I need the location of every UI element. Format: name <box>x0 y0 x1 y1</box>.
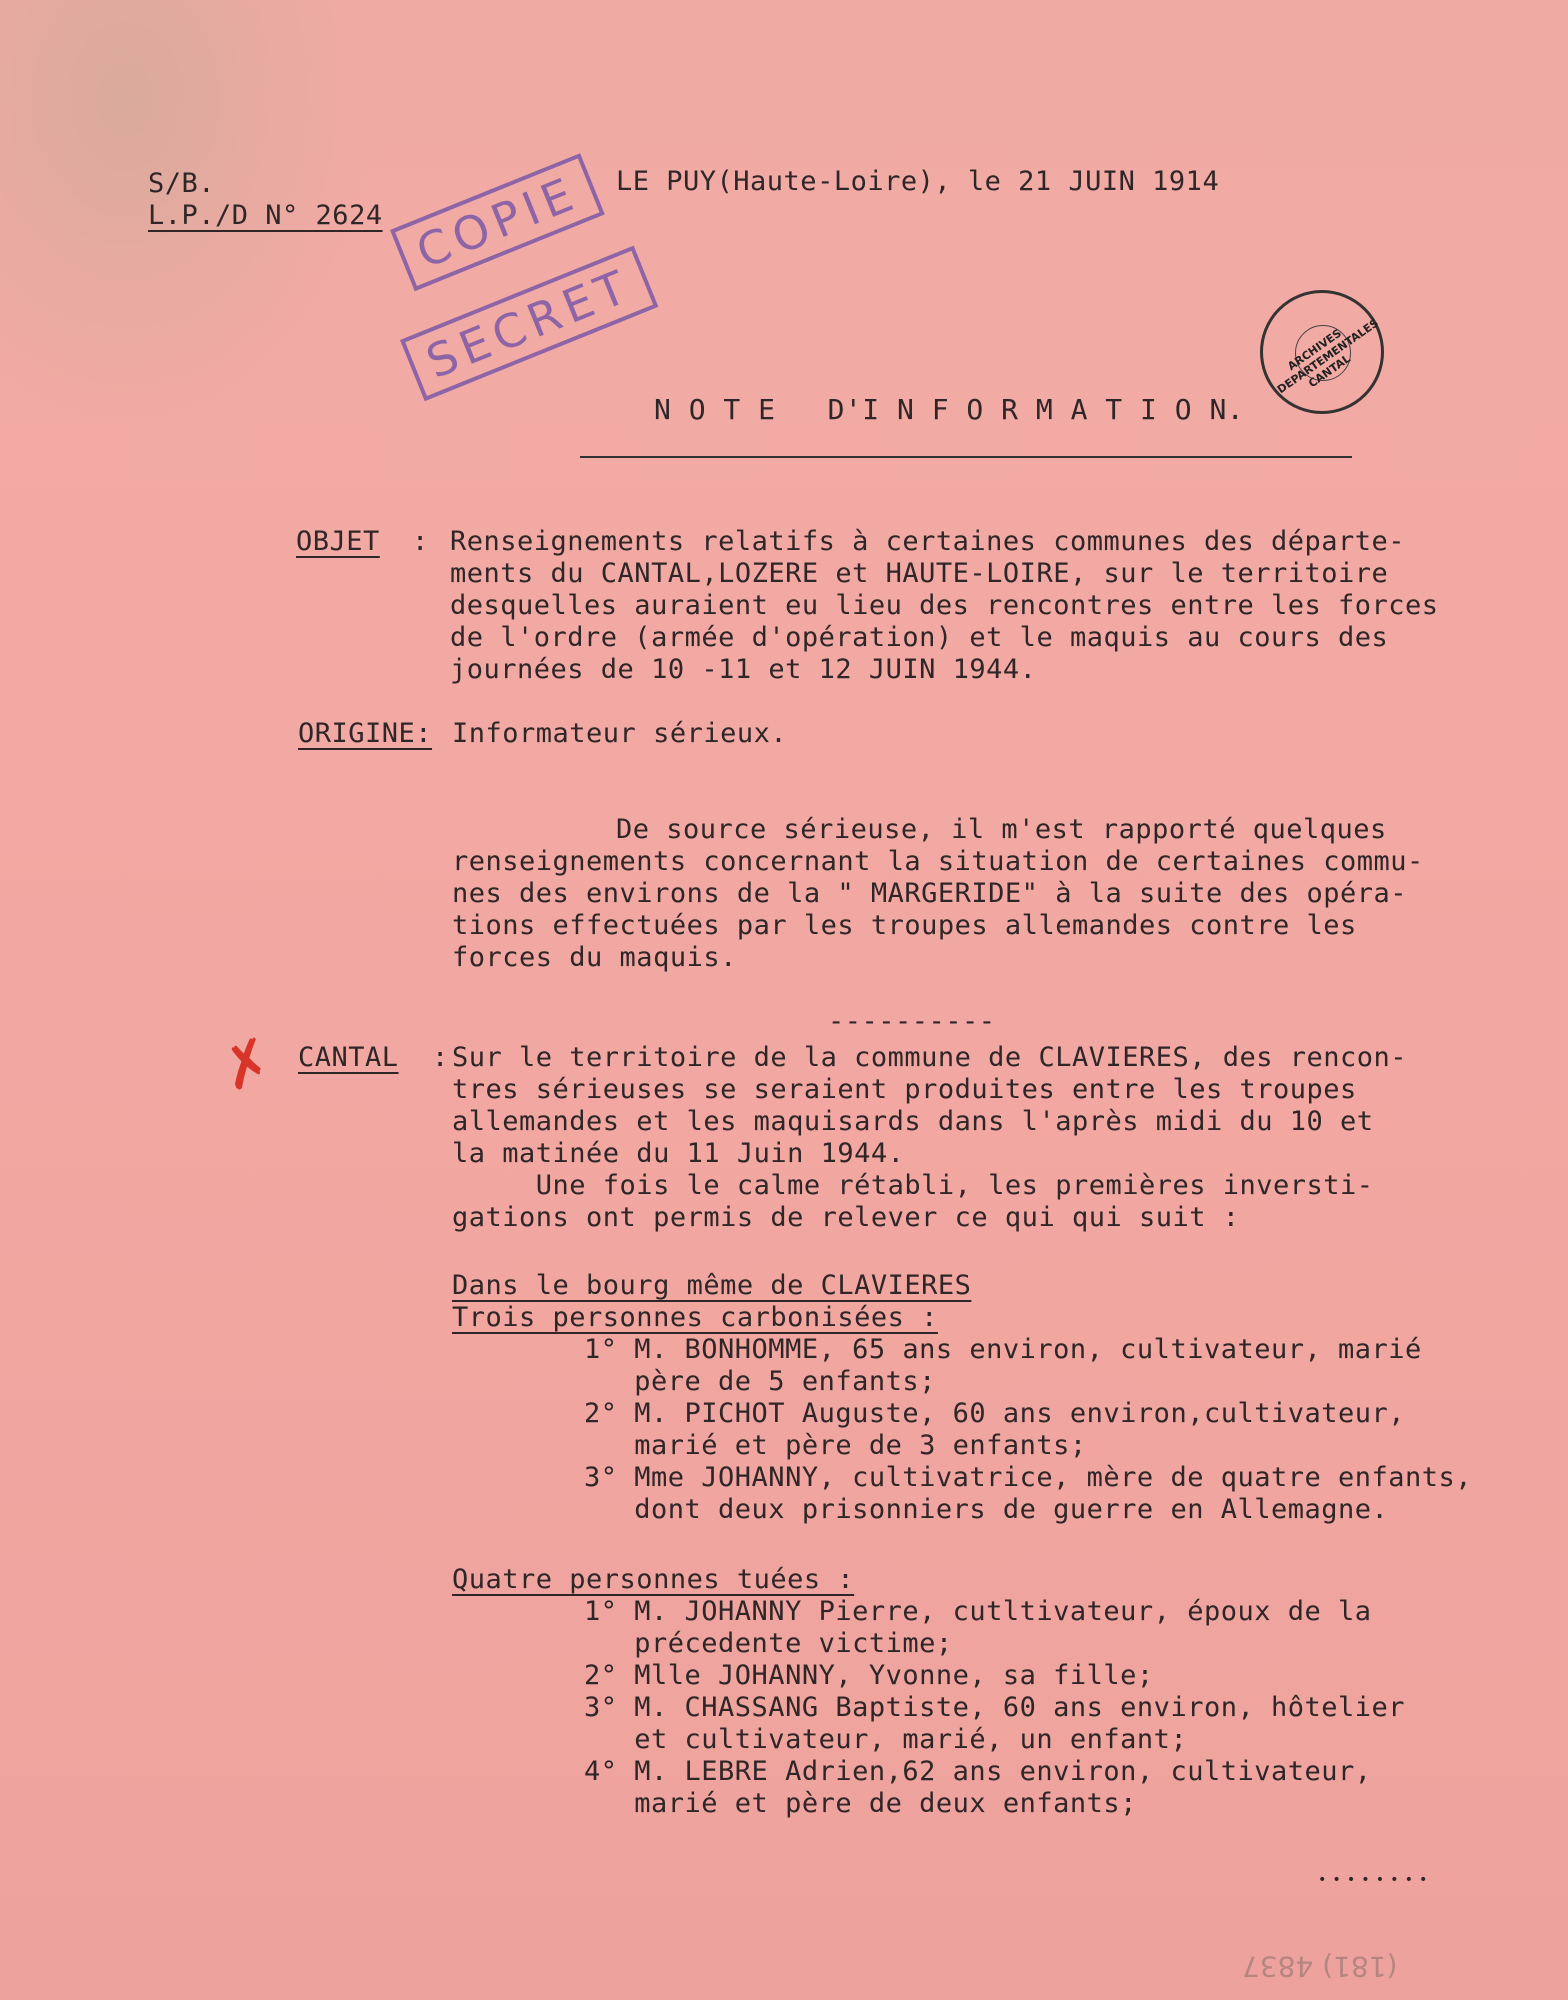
cantal-line: Sur le territoire de la commune de CLAVIERES, des rencon- <box>452 1042 1408 1073</box>
secret-stamp: SECRET <box>400 246 658 401</box>
cantal-line: gations ont permis de relever ce qui qui suit : <box>452 1202 1240 1233</box>
copie-stamp: COPIE <box>390 153 605 291</box>
origine-text: Informateur sérieux. <box>452 718 788 749</box>
cantal-label: CANTAL <box>298 1042 399 1073</box>
archive-seal <box>1260 290 1384 414</box>
objet-line: ments du CANTAL,LOZERE et HAUTE-LOIRE, sur le territoire <box>450 558 1389 589</box>
tues-item: 3° M. CHASSANG Baptiste, 60 ans environ, hôtelier <box>584 1692 1406 1723</box>
objet-line: de l'ordre (armée d'opération) et le maquis au cours des <box>450 622 1389 653</box>
bourg-subheading: Trois personnes carbonisées : <box>452 1302 938 1333</box>
red-check-mark: ✗ <box>211 1023 283 1107</box>
intro-line: renseignements concernant la situation de certaines commu- <box>452 846 1424 877</box>
objet-line: Renseignements relatifs à certaines communes des départe- <box>450 526 1406 557</box>
bourg-item: marié et père de 3 enfants; <box>584 1430 1087 1461</box>
intro-line: De source sérieuse, il m'est rapporté quelques <box>616 814 1387 845</box>
title-rule <box>580 456 1352 458</box>
seal-text: ARCHIVES DEPARTEMENTALES CANTAL <box>1274 316 1382 397</box>
bourg-item: 1° M. BONHOMME, 65 ans environ, cultivateur, marié <box>584 1334 1422 1365</box>
cantal-line: la matinée du 11 Juin 1944. <box>452 1138 905 1169</box>
tues-item: 4° M. LEBRE Adrien,62 ans environ, cultivateur, <box>584 1756 1372 1787</box>
ref-line-2: L.P./D N° 2624 <box>148 200 383 231</box>
origine-label: ORIGINE: <box>298 718 433 749</box>
intro-line: tions effectuées par les troupes allemandes contre les <box>452 910 1357 941</box>
bourg-item: dont deux prisonniers de guerre en Allemagne. <box>584 1494 1389 1525</box>
objet-sep: : <box>412 526 429 557</box>
intro-line: forces du maquis. <box>452 942 737 973</box>
tues-item: 1° M. JOHANNY Pierre, cutltivateur, époux de la <box>584 1596 1372 1627</box>
tues-item: 2° Mlle JOHANNY, Yvonne, sa fille; <box>584 1660 1154 1691</box>
objet-line: desquelles auraient eu lieu des rencontres entre les forces <box>450 590 1439 621</box>
objet-line: journées de 10 -11 et 12 JUIN 1944. <box>450 654 1037 685</box>
tues-heading: Quatre personnes tuées : <box>452 1564 855 1595</box>
bourg-heading: Dans le bourg même de CLAVIERES <box>452 1270 972 1301</box>
bourg-item: 2° M. PICHOT Auguste, 60 ans environ,cultivateur, <box>584 1398 1406 1429</box>
document-title: N O T E D'I N F O R M A T I O N. <box>654 393 1245 426</box>
continuation-dots: •••••••• <box>1318 1872 1434 1888</box>
tues-item: et cultivateur, marié, un enfant; <box>584 1724 1188 1755</box>
bourg-item: père de 5 enfants; <box>584 1366 936 1397</box>
cantal-sep: : <box>432 1042 449 1073</box>
cantal-line: allemandes et les maquisards dans l'après midi du 10 et <box>452 1106 1374 1137</box>
cantal-line: Une fois le calme rétabli, les premières inversti- <box>452 1170 1374 1201</box>
objet-label: OBJET <box>296 526 380 557</box>
bourg-item: 3° Mme JOHANNY, cultivatrice, mère de quatre enfants, <box>584 1462 1473 1493</box>
ref-line-1: S/B. <box>148 168 216 199</box>
tues-item: précedente victime; <box>584 1628 953 1659</box>
intro-line: nes des environs de la " MARGERIDE" à la suite des opéra- <box>452 878 1408 909</box>
place-date: LE PUY(Haute-Loire), le 21 JUIN 1914 <box>616 166 1220 197</box>
cantal-line: tres sérieuses se seraient produites entre les troupes <box>452 1074 1357 1105</box>
archive-pencil-ref: (181) 4837 <box>1242 1950 1398 1983</box>
tues-item: marié et père de deux enfants; <box>584 1788 1137 1819</box>
section-separator: ---------- <box>828 1006 996 1037</box>
